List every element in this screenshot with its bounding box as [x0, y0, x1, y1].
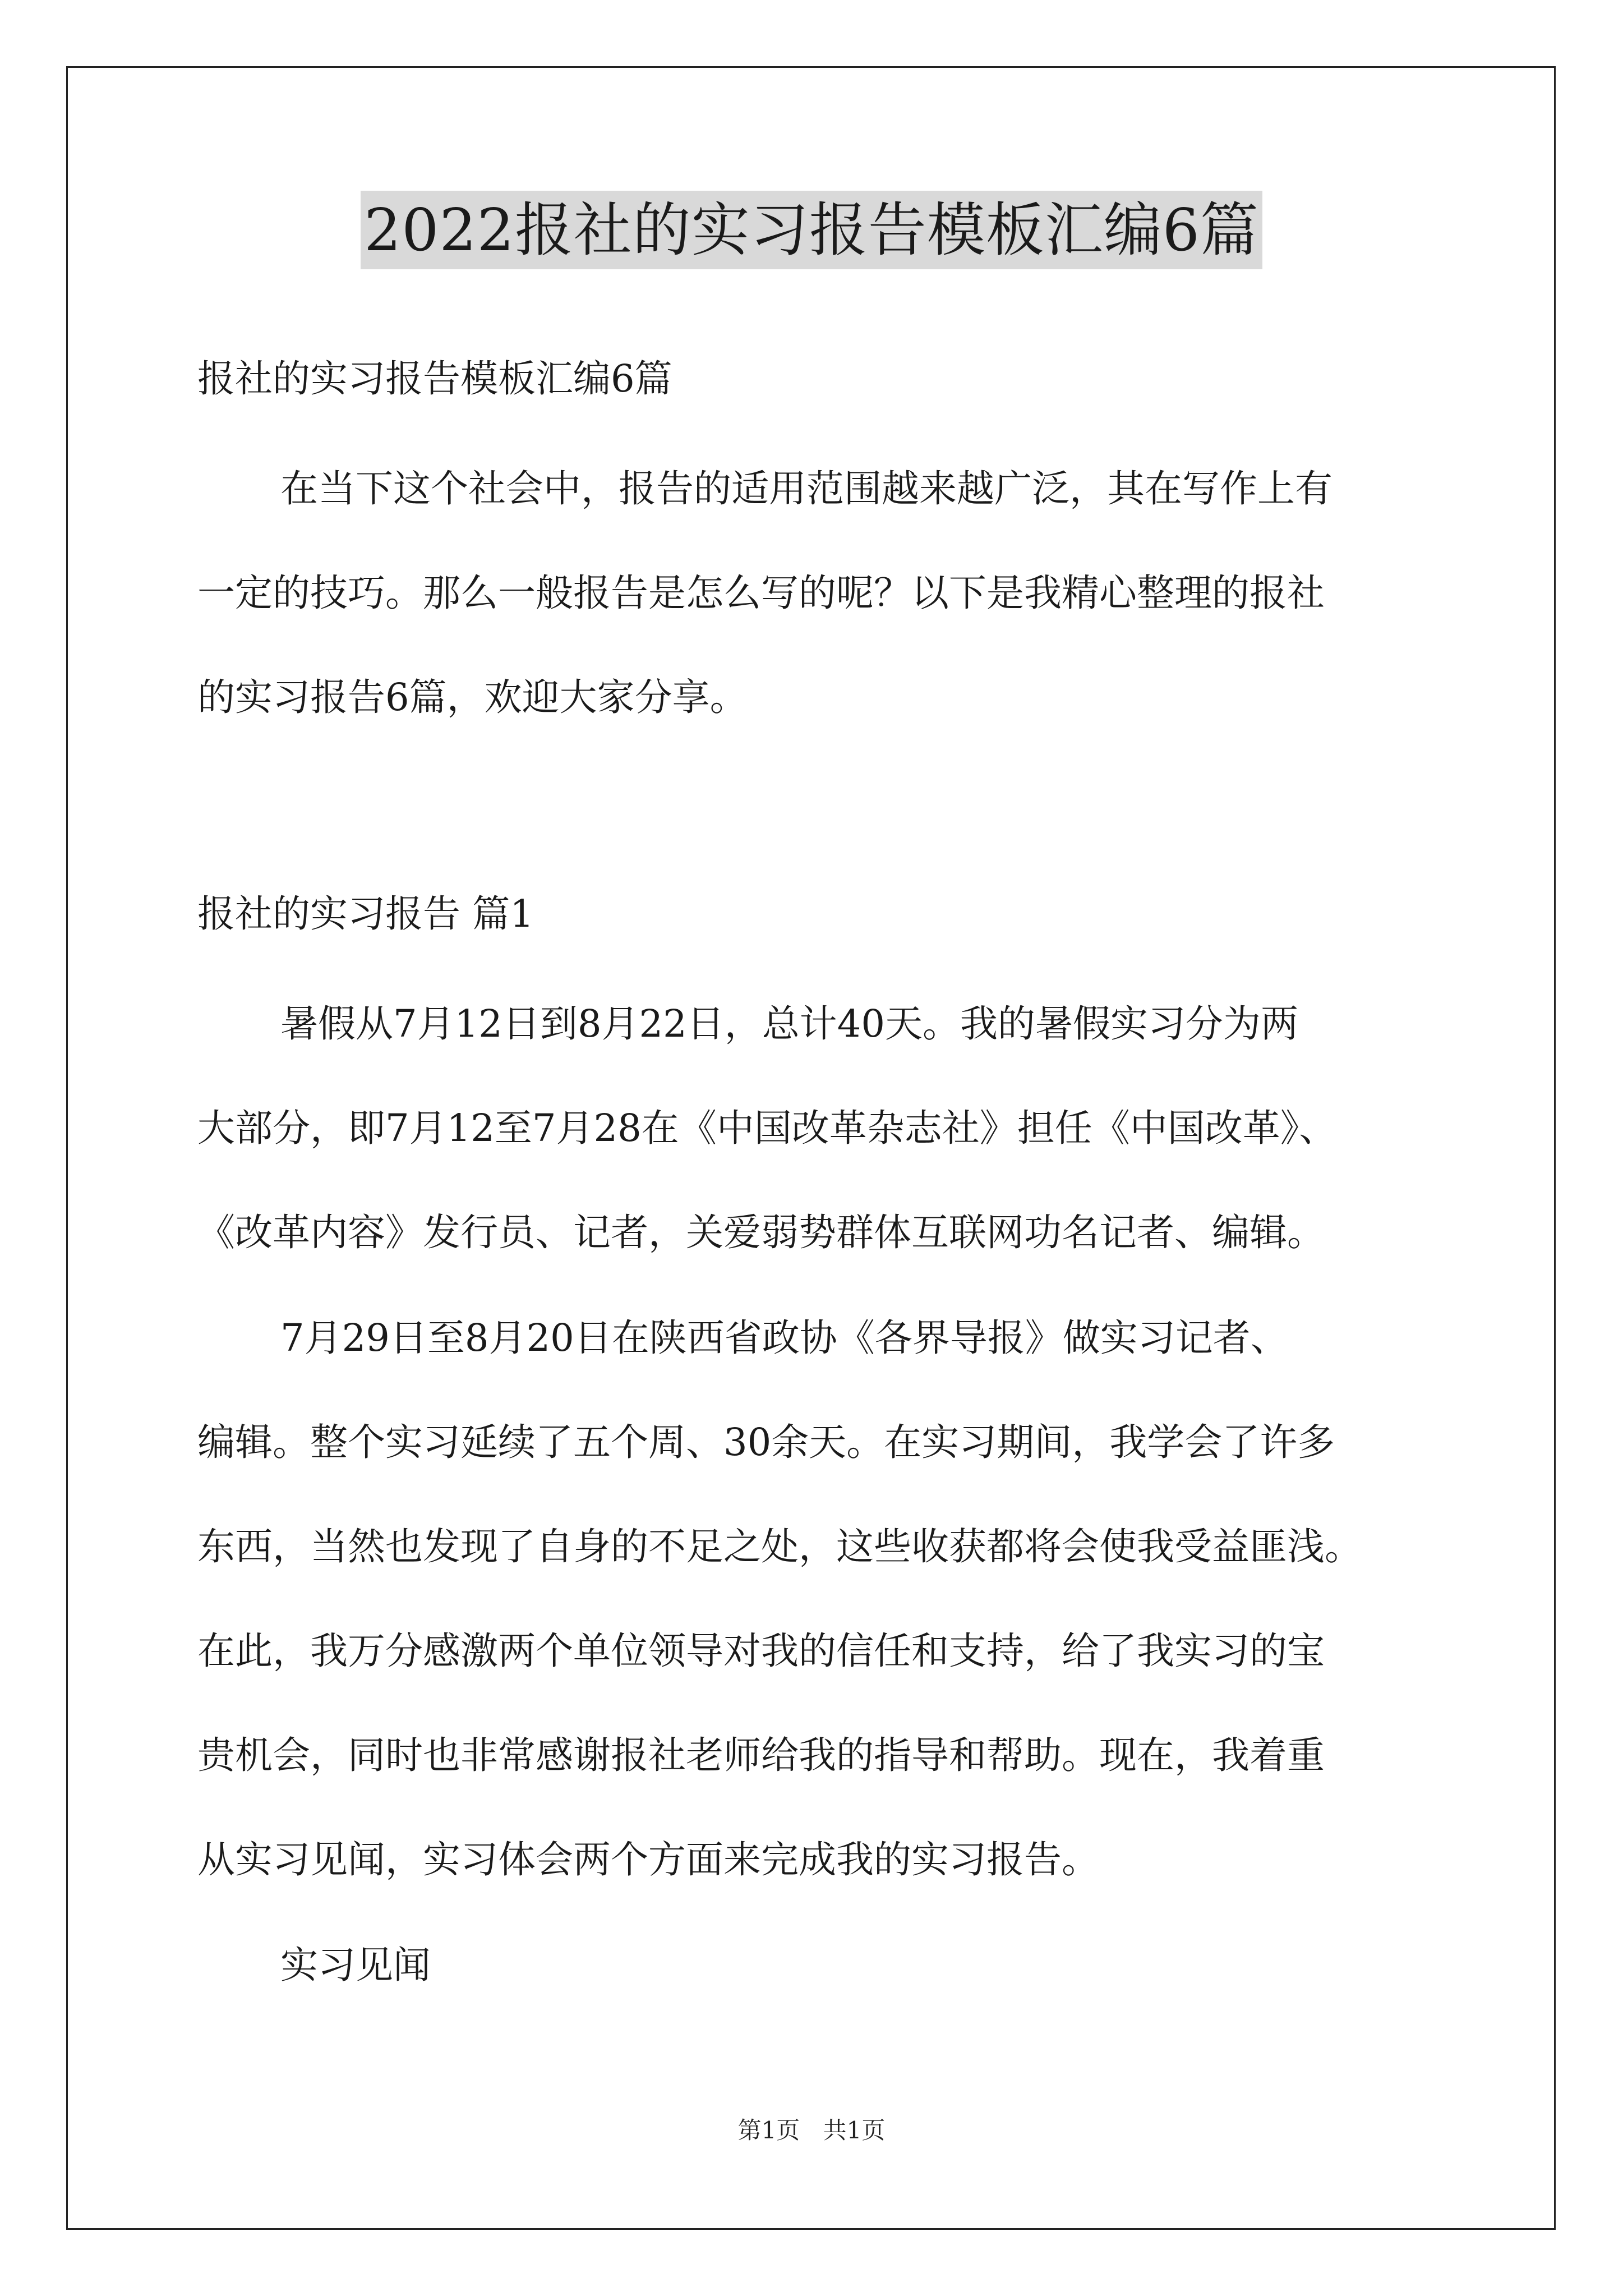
paragraph-2-line-6: 从实习见闻，实习体会两个方面来完成我的实习报告。 [197, 1838, 1099, 1881]
paragraph-2-line-2: 编辑。整个实习延续了五个周、30余天。在实习期间，我学会了许多 [197, 1420, 1335, 1464]
intro-line-2: 一定的技巧。那么一般报告是怎么写的呢？以下是我精心整理的报社 [197, 571, 1325, 615]
page-footer [0, 2114, 1623, 2147]
paragraph-1-line-2: 大部分，即7月12至7月28在《中国改革杂志社》担任《中国改革》、 [197, 1106, 1337, 1150]
subtitle-line: 报社的实习报告模板汇编6篇 [197, 357, 672, 401]
section-heading: 报社的实习报告 篇1 [197, 892, 534, 936]
page-total: 共1页 [823, 2116, 886, 2144]
paragraph-2-line-1: 7月29日至8月20日在陕西省政协《各界导报》做实习记者、 [280, 1316, 1288, 1360]
paragraph-2-line-5: 贵机会，同时也非常感谢报社老师给我的指导和帮助。现在，我着重 [197, 1733, 1325, 1777]
intro-line-3: 的实习报告6篇，欢迎大家分享。 [197, 675, 748, 719]
paragraph-1-line-1: 暑假从7月12日到8月22日，总计40天。我的暑假实习分为两 [280, 1002, 1299, 1046]
title-container [0, 191, 1623, 269]
paragraph-1-line-3: 《改革内容》发行员、记者，关爱弱势群体互联网功名记者、编辑。 [197, 1211, 1325, 1254]
subheading-internship-observations: 实习见闻 [280, 1943, 431, 1987]
paragraph-2-line-4: 在此，我万分感激两个单位领导对我的信任和支持，给了我实习的宝 [197, 1629, 1325, 1673]
intro-line-1: 在当下这个社会中，报告的适用范围越来越广泛，其在写作上有 [280, 467, 1332, 510]
document-title: 2022报社的实习报告模板汇编6篇 [361, 191, 1262, 269]
paragraph-2-line-3: 东西，当然也发现了自身的不足之处，这些收获都将会使我受益匪浅。 [197, 1525, 1362, 1568]
page-number: 第1页 [737, 2116, 800, 2144]
